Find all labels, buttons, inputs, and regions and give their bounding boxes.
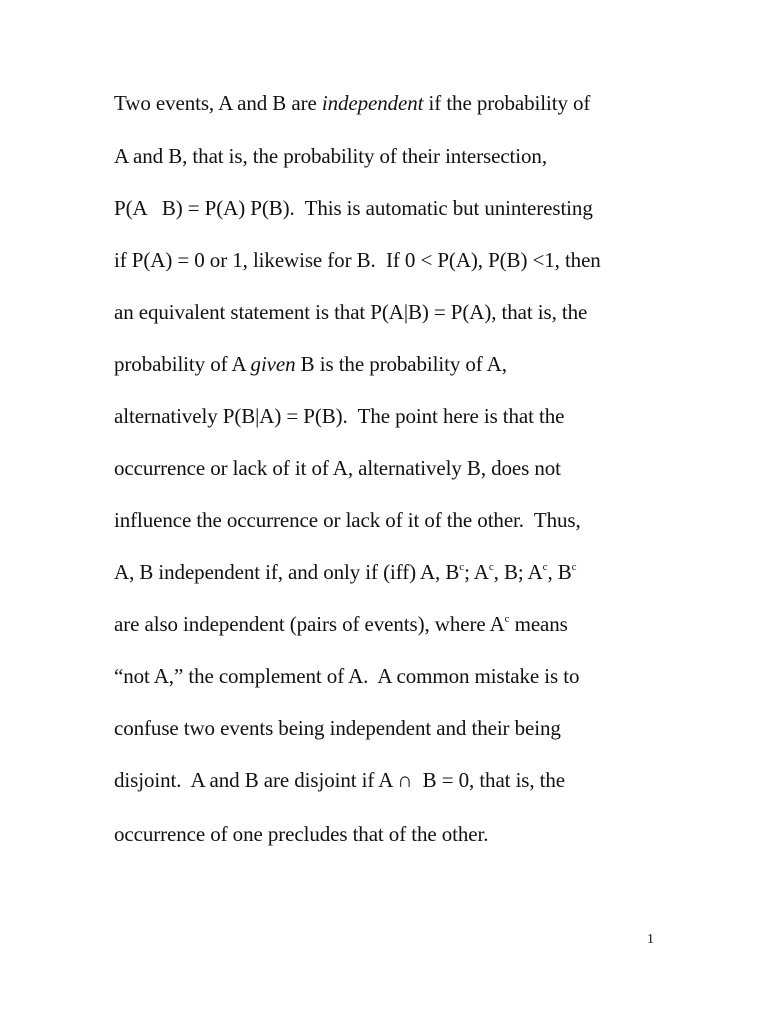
superscript-text: c <box>504 613 510 625</box>
text-run: if the probability of <box>423 91 591 115</box>
italic-text: independent <box>321 91 424 115</box>
text-run: ; A <box>464 560 489 584</box>
text-line <box>114 90 590 116</box>
text-run: if P(A) = 0 or 1, likewise for B. If 0 < P(A), P(B) <1, then <box>114 248 601 272</box>
text-run: , B; A <box>493 560 543 584</box>
text-run: “not A,” the complement of A. A common mistake is to <box>114 664 580 688</box>
text-run: P(A B) = P(A) P(B). This is automatic but uninteresting <box>114 196 593 220</box>
text-line <box>114 821 488 847</box>
superscript-text: c <box>488 561 494 573</box>
text-line <box>114 403 564 429</box>
text-run: alternatively P(B|A) = P(B). The point here is that the <box>114 404 565 428</box>
page-number: 1 <box>647 932 654 947</box>
text-run: occurrence of one precludes that of the other. <box>114 822 489 846</box>
text-run: A, B independent if, and only if (iff) A, B <box>114 560 460 584</box>
superscript-text: c <box>571 561 577 573</box>
text-run: influence the occurrence or lack of it of the other. Thus, <box>114 508 581 532</box>
text-run: are also independent (pairs of events), where A <box>114 612 505 636</box>
text-run: Two events, A and B are <box>114 91 322 115</box>
text-run: B is the probability of A, <box>295 352 507 376</box>
text-line <box>114 507 581 533</box>
text-run: disjoint. A and B are disjoint if A ∩ B = 0, that is, the <box>114 768 566 792</box>
text-run: probability of A <box>114 352 251 376</box>
text-line <box>114 143 547 169</box>
text-line <box>114 715 561 741</box>
text-line <box>114 559 576 585</box>
superscript-text: c <box>542 561 548 573</box>
text-line <box>114 351 507 377</box>
text-line <box>114 247 601 273</box>
text-line <box>114 195 593 221</box>
text-run: , B <box>547 560 572 584</box>
text-run: an equivalent statement is that P(A|B) = P(A), that is, the <box>114 300 588 324</box>
text-run: A and B, that is, the probability of their intersection, <box>114 144 547 168</box>
text-line <box>114 299 587 325</box>
italic-text: given <box>250 352 296 376</box>
text-run: confuse two events being independent and their being <box>114 716 561 740</box>
text-line <box>114 455 561 481</box>
text-run: means <box>509 612 568 636</box>
text-line <box>114 663 579 689</box>
text-run: occurrence or lack of it of A, alternatively B, does not <box>114 456 561 480</box>
text-line <box>114 767 565 793</box>
superscript-text: c <box>459 561 465 573</box>
text-line <box>114 611 568 637</box>
